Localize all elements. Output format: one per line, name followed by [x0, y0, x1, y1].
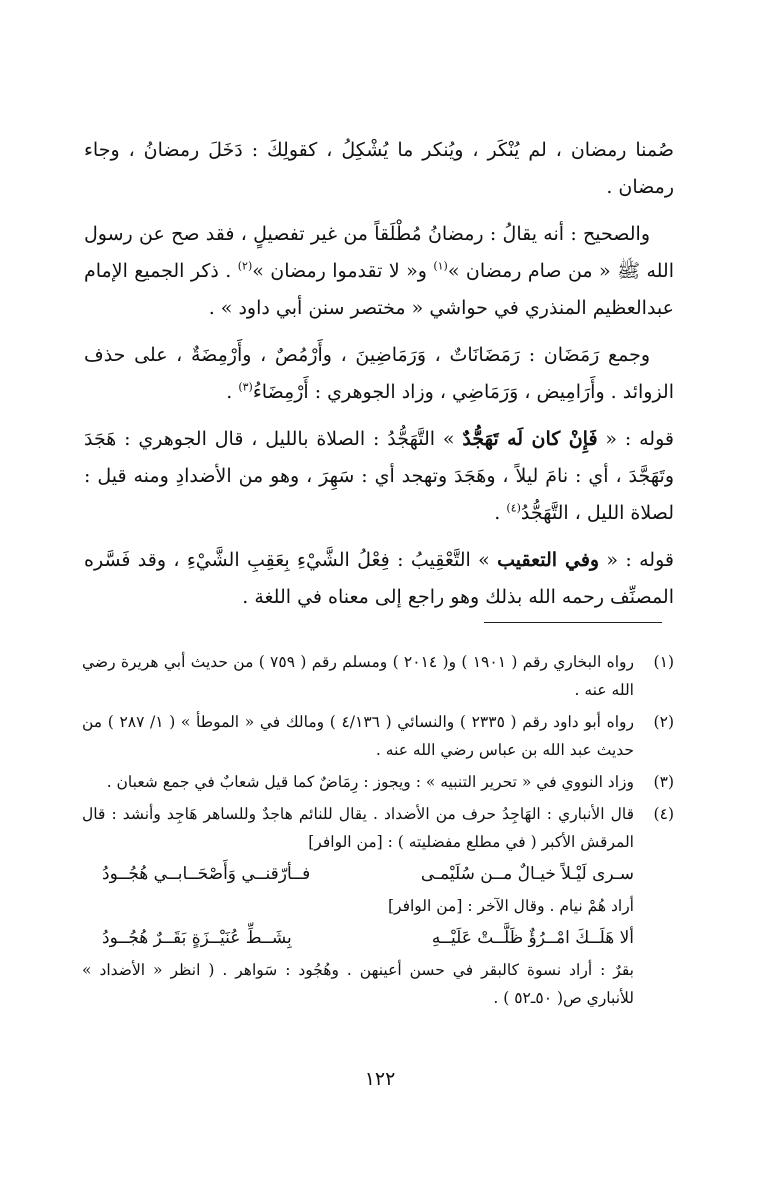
- footnote-number: (٢): [653, 713, 674, 731]
- footnote-2: [82, 708, 674, 764]
- footnote-ref-3[interactable]: (٣): [238, 380, 253, 394]
- paragraph-4: قوله : « فَإِنْ كان لَه تَهَجُّدٌ » التَّهَجُّدُ : الصلاة بالليل ، قال الجوهري : هَجَدَ وتَهَجَّدَ ، أي : نامَ ليلاً ، وهَجَدَ وتهجد أي : سَهِرَ ، وهو من الأضدادِ ومنه قيل : لصلاة الليل ، التَّهَجُّدُ$^{(٤)}$ .: [84, 428, 674, 524]
- footnote-4-outro: بقرٌ : أراد نسوة كالبقر في حسن أعينهن . وهُجُود : سَواهر . ( انظر « الأضداد » للأنباري ص( ٥٠ـ٥٢ ) .: [82, 961, 634, 1007]
- footnote-ref-1[interactable]: (١): [433, 259, 448, 273]
- paragraph-3: وجمع رَمَضَان : رَمَضَانَاتٌ ، وَرَمَاضِينَ ، وأَرْمُصٌ ، وأَرْمِضَةٌ ، على حذف الزوائد . وأَرَامِيض ، وَرَمَاضِي ، وزاد الجوهري : أَرْمِضَاءُ$^{(٣)}$ .: [84, 344, 674, 403]
- footnote-text: رواه أبو داود رقم ( ٢٣٣٥ ) والنسائي ( ٤/١٣٦ ) ومالك في « الموطأ » ( ١/ ٢٨٧ ) من حديث عبد الله بن عباس رضي الله عنه .: [82, 713, 634, 759]
- footnote-number: (٣): [653, 773, 674, 791]
- verse-2-second-hemistich: بِشَــطِّ عُنَيْــزَةٍ بَقَــرٌ هُجُــودُ: [102, 928, 292, 948]
- footnote-number: (٤): [653, 805, 674, 823]
- footnote-ref-2[interactable]: (٢): [237, 259, 253, 273]
- footnote-text: رواه البخاري رقم ( ١٩٠١ ) و( ٢٠١٤ ) ومسلم رقم ( ٧٥٩ ) من حديث أبي هريرة رضي الله عنه .: [82, 653, 634, 699]
- paragraph-5: قوله : « وفي التعقيب » التَّعْقِيبُ : فِعْلُ الشَّيْءِ بِعَقِبِ الشَّيْءِ ، وقد فَسَّره المصنِّف رحمه الله بذلك وهو راجع إلى معناه في اللغة .: [84, 549, 674, 608]
- verse-2: [82, 920, 634, 956]
- footnote-4: [82, 800, 674, 1012]
- keyword-tahajjud: فَإِنْ كان لَه تَهَجُّدٌ: [462, 428, 598, 450]
- footnote-4-mid: أراد هُمْ نيام . وقال الآخر : [من الوافر]: [387, 897, 634, 915]
- page-number: ١٢٢: [364, 1068, 396, 1090]
- footnote-1: [82, 648, 674, 704]
- footnote-4-intro: قال الأنباري : الهَاجِدُ حرف من الأضداد . يقال للنائم هاجدٌ وللساهر هَاجِد وأنشد : قال المرقش الأكبر ( في مطلع مفضليته ) : [من الوافر]: [82, 805, 634, 851]
- verse-1: [82, 856, 634, 892]
- footnote-text: [82, 800, 634, 1012]
- main-text: [84, 132, 674, 626]
- footnote-3: [82, 768, 674, 796]
- verse-1-first-hemistich: سـرى لَيْـلاً خيـالٌ مــن سُلَيْمـى: [420, 864, 634, 884]
- verse-2-first-hemistich: ألا هَلَــكَ امْــرُؤٌ ظَلَّــتْ عَلَيْــهِ: [431, 928, 634, 948]
- verse-1-second-hemistich: فــأرّقنــي وَأَصْحَــابــي هُجُــودُ: [102, 864, 311, 884]
- footnotes: [82, 648, 674, 1016]
- footnote-text: وزاد النووي في « تحرير التنبيه » : ويجوز : رِمَاضٌ كما قيل شعابٌ في جمع شعبان .: [106, 773, 634, 791]
- footnote-ref-4[interactable]: (٤): [506, 501, 521, 515]
- keyword-taqib: وفي التعقيب: [497, 549, 600, 571]
- footnote-divider: [484, 622, 662, 623]
- paragraph-1: صُمنا رمضان ، لم يُنْكَر ، ويُنكر ما يُشْكِلُ ، كقولِكَ : دَخَلَ رمضانُ ، وجاء رمضان .: [84, 139, 674, 198]
- footnote-number: (١): [653, 653, 674, 671]
- paragraph-2: والصحيح : أنه يقالُ : رمضانُ مُطْلَقاً من غير تفصيلٍ ، فقد صح عن رسول الله ﷺ « من صام رمضان »$^{(١)}$ و« لا تقدموا رمضان »$^{(٢)}$ . ذكر الجميع الإمام عبدالعظيم المنذري في حواشي « مختصر سنن أبي داود » .: [84, 223, 674, 319]
